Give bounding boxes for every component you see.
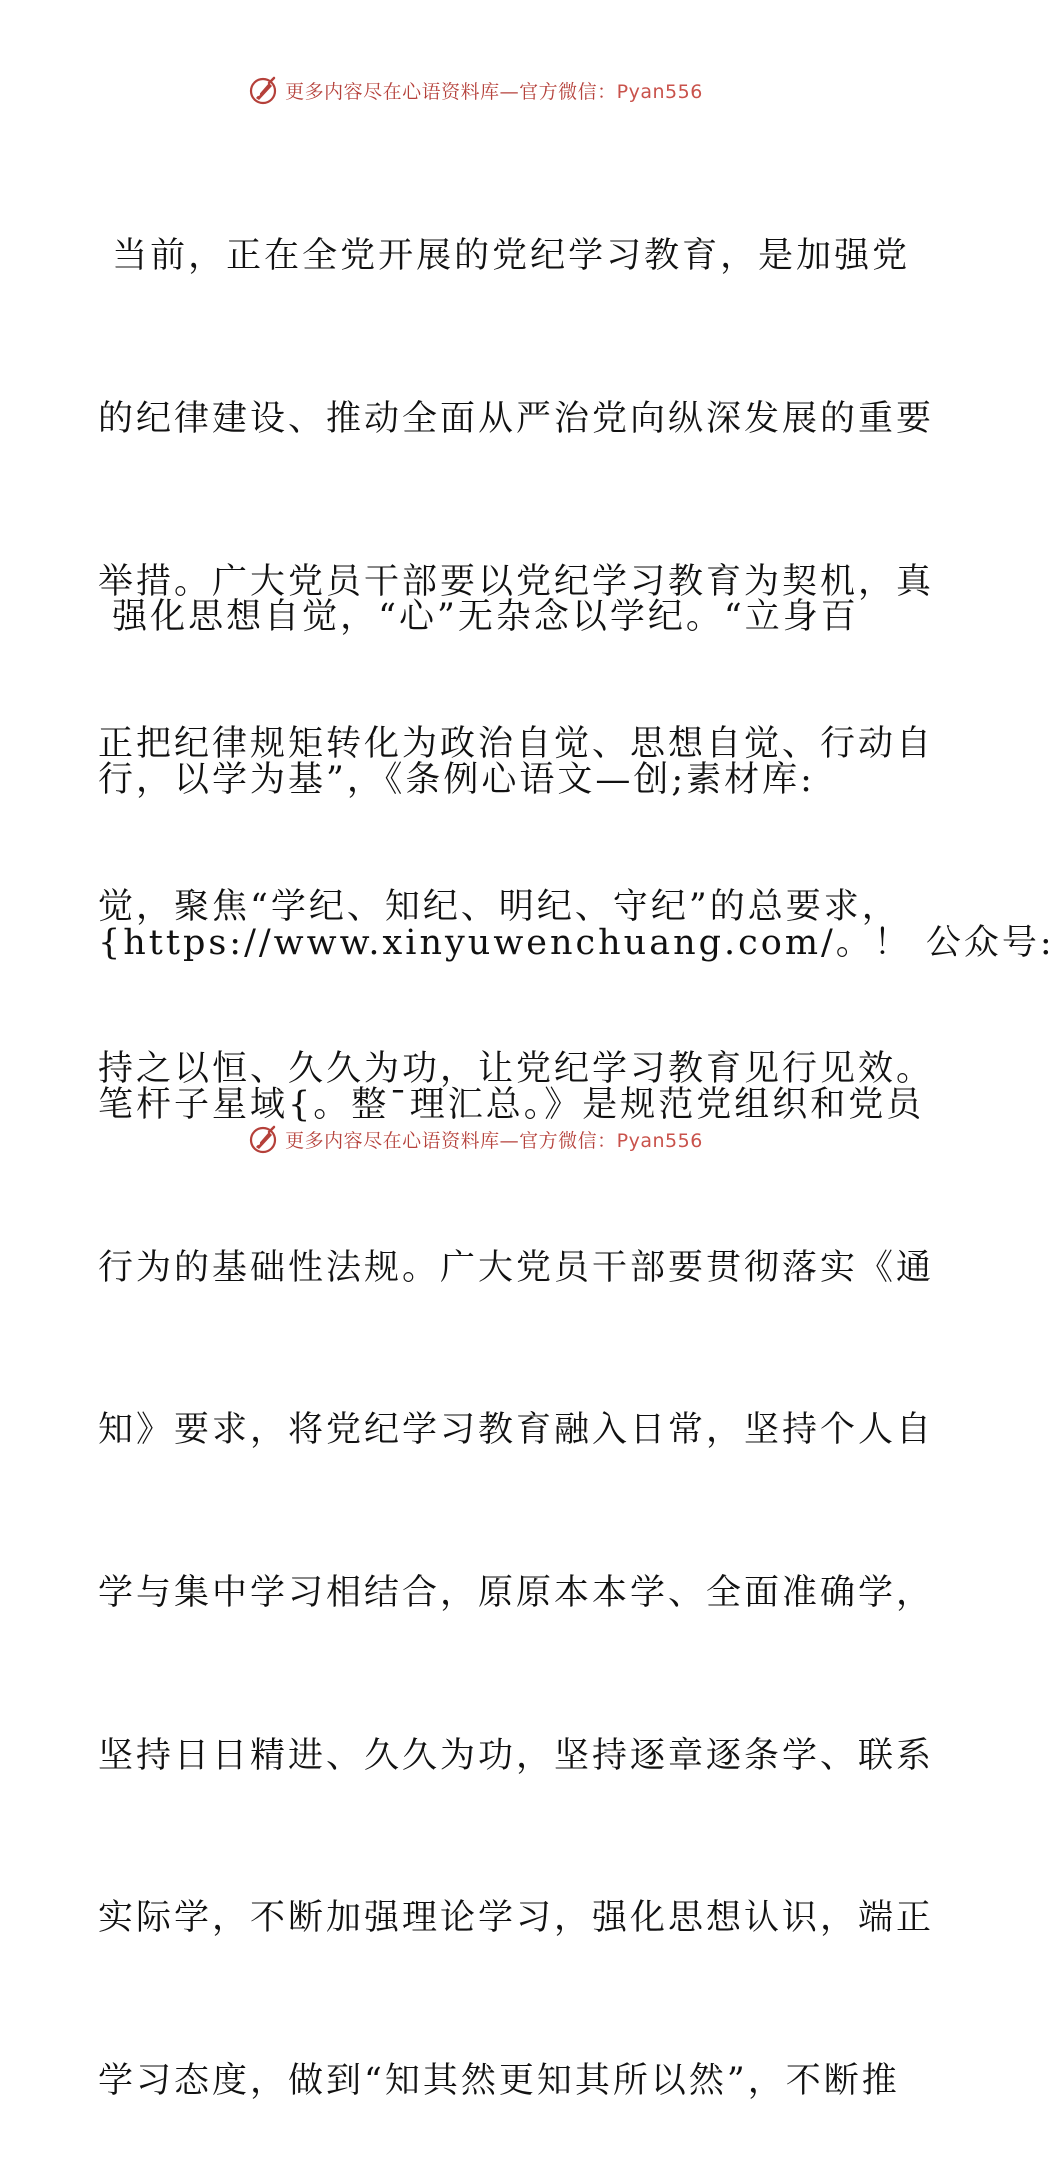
text-line: 强化思想自觉，“心”无杂念以学纪。“立身百 (98, 597, 859, 638)
text-line: 知》要求，将党纪学习教育融入日常，坚持个人自 (98, 1410, 935, 1451)
banner-account: Pyan556 (616, 80, 703, 103)
text-line: 正把纪律规矩转化为政治自觉、思想自觉、行动自 (98, 724, 935, 765)
text-line: 笔杆子星域{。整¯理汇总。》是规范党组织和党员 (98, 1085, 925, 1126)
text-line: 行为的基础性法规。广大党员干部要贯彻落实《通 (98, 1247, 935, 1288)
banner-slogan: 更多内容尽在心语资料库—官方微信： (285, 1129, 617, 1152)
text-line: 持之以恒、久久为功，让党纪学习教育见行见效。 (98, 1049, 935, 1090)
text-line: 坚持日日精进、久久为功，坚持逐章逐条学、联系 (98, 1735, 935, 1776)
banner-slogan: 更多内容尽在心语资料库—官方微信： (285, 80, 617, 103)
pen-circle-logo-icon (247, 1123, 279, 1155)
text-line: 学习态度，做到“知其然更知其所以然”，不断推 (98, 2060, 900, 2101)
pen-circle-logo-icon (247, 74, 279, 106)
text-line: 行，以学为基”，《条例心语文—创;素材库: (98, 760, 815, 801)
text-line: 觉，聚焦“学纪、知纪、明纪、守纪”的总要求， (98, 886, 900, 927)
footer-banner (0, 1121, 950, 1157)
banner-text (285, 1126, 703, 1153)
text-line: {https://www.xinyuwenchuang.com/。！ 公众号: (98, 922, 1055, 963)
banner-text (285, 77, 703, 104)
text-line: 举措。广大党员干部要以党纪学习教育为契机，真 (98, 561, 935, 602)
text-line: 的纪律建设、推动全面从严治党向纵深发展的重要 (98, 399, 935, 440)
paragraph-2 (98, 482, 1055, 2162)
text-line: 当前，正在全党开展的党纪学习教育，是加强党 (98, 236, 911, 277)
text-line: 学与集中学习相结合，原原本本学、全面准确学， (98, 1573, 935, 1614)
text-line: 实际学，不断加强理论学习，强化思想认识，端正 (98, 1898, 935, 1939)
banner-account: Pyan556 (616, 1129, 703, 1152)
header-banner (0, 72, 950, 108)
